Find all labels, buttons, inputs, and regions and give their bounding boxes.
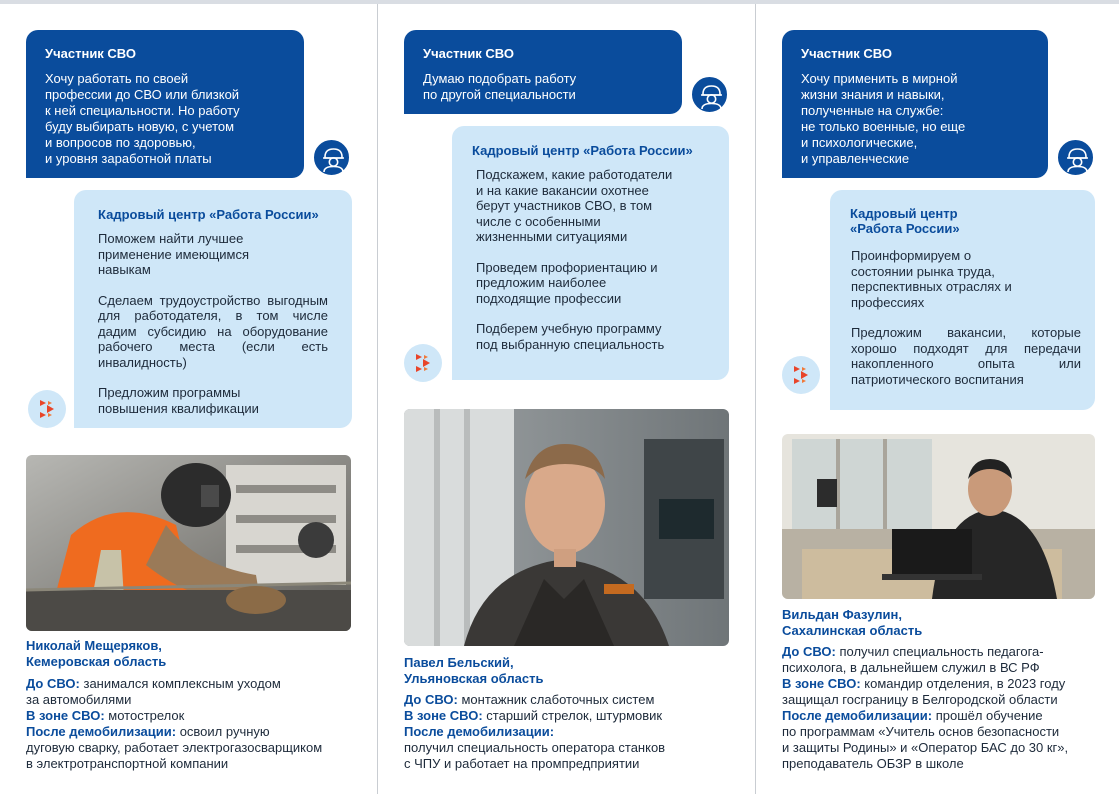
zone-text: старший стрелок, штурмовик [482,708,663,723]
center-label: Кадровый центр «Работа России» [472,143,693,158]
after-text: освоил ручную дуговую сварку, работает электрогазосварщиком в электротранспортной компании [26,724,323,771]
zone-label: В зоне СВО: [26,708,105,723]
before-label: До СВО: [782,644,836,659]
zone-label: В зоне СВО: [404,708,483,723]
column-divider [755,4,756,794]
before-label: До СВО: [26,676,80,691]
after-label: После демобилизации: [26,724,177,739]
before-label: До СВО: [404,692,458,707]
center-item: Предложим программы повышения квалификации [98,385,259,416]
rabota-rossii-logo-icon [28,390,66,428]
soldier-avatar-icon [312,138,351,177]
after-label: После демобилизации: [404,724,555,739]
center-item: Подберем учебную программу под выбранную специальность [476,321,665,352]
participant-label: Участник СВО [45,46,136,61]
participant-label: Участник СВО [423,46,514,61]
center-bubble [452,126,729,380]
column-divider [377,4,378,794]
person-facts [26,676,366,772]
rabota-rossii-logo-icon [404,344,442,382]
after-text: прошёл обучение по программам «Учитель основ безопасности и защиты Родины» и «Оператор БАС до 30 кг», преподаватель ОБЗР в школе [782,708,1069,771]
rabota-rossii-logo-icon [782,356,820,394]
zone-label: В зоне СВО: [782,676,861,691]
person-name: Николай Мещеряков, Кемеровская область [26,638,167,669]
after-label: После демобилизации: [782,708,933,723]
center-item: Проведем профориентацию и предложим наиболее подходящие профессии [476,259,658,306]
after-text: получил специальность оператора станков с ЧПУ и работает на промпредприятии [404,740,666,771]
center-label: Кадровый центр «Работа России» [850,206,960,236]
center-bubble [74,190,352,428]
center-item: Предложим вакансии, которые хорошо подходят для передачи накопленного опыта или патриотического воспитания [851,325,1081,387]
person-name: Павел Бельский, Ульяновская область [404,655,544,686]
photo-welder [26,455,351,631]
soldier-avatar-icon [690,75,729,114]
person-facts [782,644,1112,772]
center-item: Сделаем трудоустройство выгодным для работодателя, в том числе дадим субсидию на оборудование рабочего места (если есть инвалидность) [98,292,328,370]
center-item: Поможем найти лучшее применение имеющимся навыкам [98,231,250,277]
participant-bubble [404,30,682,114]
before-text: получил специальность педагога- психолога, в дальнейшем служил в ВС РФ [782,644,1044,675]
participant-bubble [782,30,1048,178]
center-item: Проинформируем о состоянии рынка труда, перспективных отраслях и профессиях [851,248,1012,310]
before-text: монтажник слаботочных систем [457,692,655,707]
before-text: занимался комплексным уходом за автомобилями [26,676,281,707]
photo-cnc-operator [404,409,729,646]
participant-text: Думаю подобрать работу по другой специальности [423,71,577,102]
participant-label: Участник СВО [801,46,892,61]
participant-text: Хочу работать по своей профессии до СВО или близкой к ней специальности. Но работу буду выбирать новую, с учетом и вопросов по здоровью, и уровня заработной платы [45,71,240,166]
top-border [0,0,1119,4]
participant-text: Хочу применить в мирной жизни знания и навыки, полученные на службе: не только военные, но еще и психологические, и управленческие [801,71,966,166]
center-bubble [830,190,1095,410]
zone-text: мотострелок [104,708,185,723]
soldier-avatar-icon [1056,138,1095,177]
photo-teacher [782,434,1095,599]
center-item: Подскажем, какие работодатели и на какие вакансии охотнее берут участников СВО, в том числе с особенными жизненными ситуациями [476,167,673,244]
center-label: Кадровый центр «Работа России» [98,207,319,222]
person-name: Вильдан Фазулин, Сахалинская область [782,607,923,638]
zone-text: командир отделения, в 2023 году защищал госграницу в Белгородской области [782,676,1066,707]
person-facts [404,692,744,772]
participant-bubble [26,30,304,178]
